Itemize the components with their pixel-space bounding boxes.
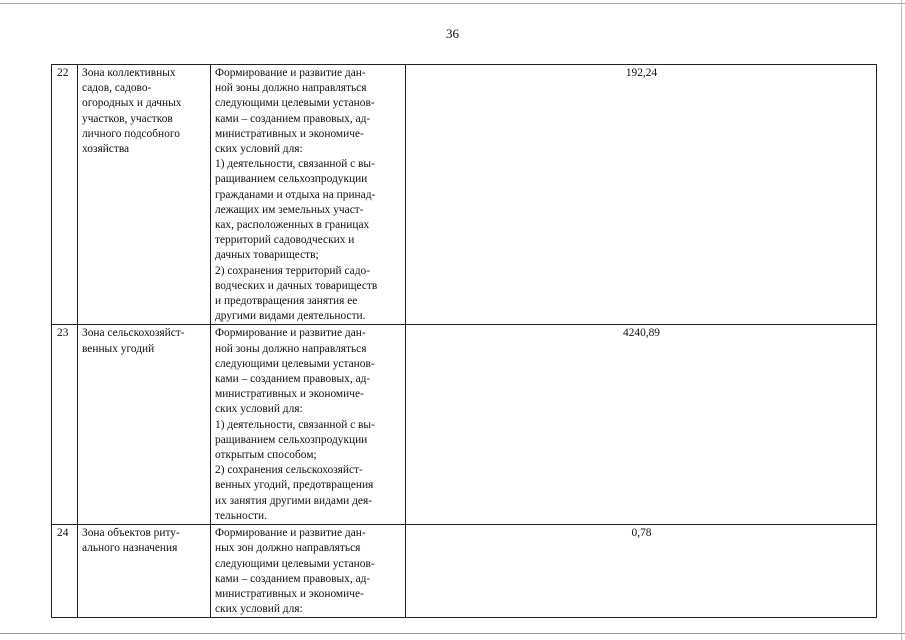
zone-name-line: участков, участков (82, 112, 173, 125)
description-line: 2) сохранения территорий садо- (215, 264, 370, 277)
zone-description (211, 525, 406, 618)
zone-description (211, 325, 406, 525)
zone-name (78, 525, 211, 618)
zone-name-line: Зона сельскохозяйст- (82, 327, 185, 340)
zone-area: 0,78 (406, 525, 877, 618)
zones-table (51, 64, 877, 618)
description-line: ских условий для: (215, 143, 303, 156)
table-row (52, 325, 877, 525)
row-number: 22 (52, 65, 78, 325)
row-number: 24 (52, 525, 78, 618)
page-number: 36 (446, 26, 459, 41)
zone-name-line: Зона коллективных (82, 67, 176, 79)
description-line: ских условий для: (215, 403, 303, 416)
description-line: другими видами деятельности. (215, 310, 366, 323)
table-row (52, 65, 877, 325)
description-line: 1) деятельности, связанной с вы- (215, 418, 375, 431)
zone-name-line: садов, садово- (82, 82, 152, 95)
zone-name (78, 65, 211, 325)
description-line: венных угодий, предотвращения (215, 479, 374, 492)
zone-name-line: венных угодий (82, 342, 155, 355)
description-line: территорий садоводческих и (215, 234, 355, 247)
description-line: тельности. (215, 509, 267, 522)
description-line: ной зоны должно направляться (215, 82, 367, 95)
description-line: водческих и дачных товариществ (215, 279, 378, 292)
description-line: 2) сохранения сельскохозяйст- (215, 464, 363, 477)
zone-name (78, 325, 211, 525)
description-line: ной зоны должно направляться (215, 342, 367, 355)
zone-name-line: Зона объектов риту- (82, 527, 180, 540)
table-row (52, 525, 877, 618)
row-number: 23 (52, 325, 78, 525)
description-line: лежащих им земельных участ- (215, 203, 364, 216)
description-line: ращиванием сельхозпродукции (215, 173, 368, 186)
description-line: гражданами и отдыха на принад- (215, 188, 376, 201)
description-line: ками – созданием правовых, ад- (215, 373, 371, 386)
zone-name-line: ального назначения (82, 542, 178, 555)
description-line: дачных товариществ; (215, 249, 319, 262)
description-line: Формирование и развитие дан- (215, 67, 366, 79)
description-line: ками – созданием правовых, ад- (215, 572, 371, 585)
description-line: министративных и экономиче- (215, 388, 364, 401)
description-line: ках, расположенных в границах (215, 219, 370, 232)
zone-name-line: хозяйства (82, 143, 130, 156)
description-line: 1) деятельности, связанной с вы- (215, 158, 375, 171)
zone-name-line: личного подсобного (82, 127, 180, 140)
description-line: следующими целевыми установ- (215, 357, 375, 370)
scan-edge-right (901, 0, 902, 640)
description-line: открытым способом; (215, 449, 317, 462)
description-line: ками – созданием правовых, ад- (215, 112, 371, 125)
description-line: ращиванием сельхозпродукции (215, 433, 368, 446)
description-line: следующими целевыми установ- (215, 97, 375, 110)
zone-area: 4240,89 (406, 325, 877, 525)
zone-description (211, 65, 406, 325)
scan-edge-top (0, 3, 905, 4)
description-line: и предотвращения занятия ее (215, 295, 358, 308)
description-line: следующими целевыми установ- (215, 557, 375, 570)
zone-area: 192,24 (406, 65, 877, 325)
description-line: Формирование и развитие дан- (215, 527, 366, 540)
description-line: Формирование и развитие дан- (215, 327, 366, 340)
description-line: ских условий для: (215, 603, 303, 616)
description-line: министративных и экономиче- (215, 587, 364, 600)
description-line: министративных и экономиче- (215, 127, 364, 140)
description-line: ных зон должно направляться (215, 542, 361, 555)
description-line: их занятия другими видами дея- (215, 494, 373, 507)
scan-edge-bottom (0, 633, 905, 634)
zone-name-line: огородных и дачных (82, 97, 182, 110)
